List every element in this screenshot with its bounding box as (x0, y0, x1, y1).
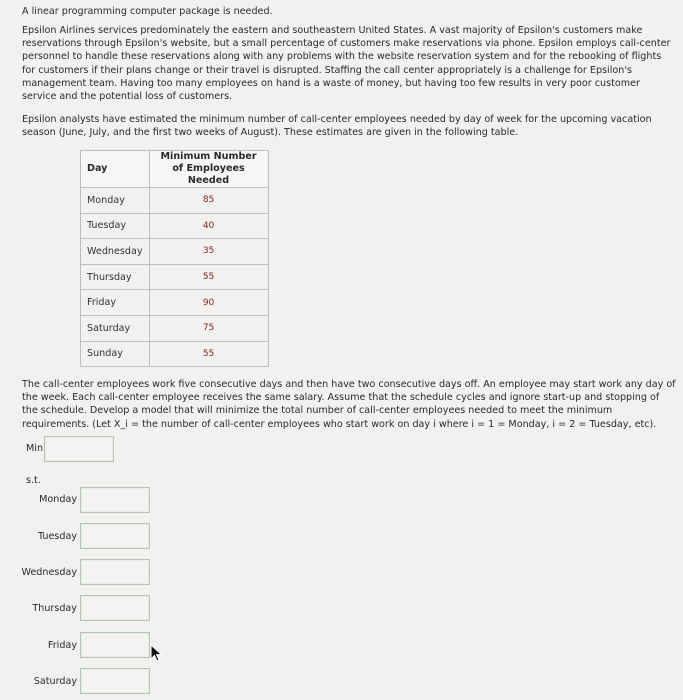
day-cell: Friday (81, 290, 150, 316)
st-label: s.t. (26, 475, 41, 486)
table-row (81, 188, 269, 214)
day-cell: Monday (81, 188, 150, 214)
day-cell: Tuesday (81, 213, 150, 239)
day-cell: Sunday (81, 341, 150, 367)
day-cell: Saturday (81, 315, 150, 341)
table-row (81, 264, 269, 290)
model-instructions: The call-center employees work five consecutive days and then have two consecutive days off. An employee may start work any day of the week. Each call-center employee receives the same salary. Assume that the schedule cycles and ignore start-up and stopping of the schedule. Develop a model that will minimize the total number of call-center employees needed to meet the minimum requirements. (Let X_i = the number of call-center employees who start work on day i where i = 1 = Monday, i = 2 = Tuesday, etc). (22, 379, 676, 430)
table-header-row (81, 151, 269, 188)
table-row (81, 213, 269, 239)
min-label: Min (26, 443, 44, 454)
problem-description: Epsilon Airlines services predominately the eastern and southeastern United States. A vast majority of Epsilon's customers make reservations through Epsilon's website, but a small percentage of customers make reservations via phone. Epsilon employs call-center personnel to handle these reservations along with any problems with the website reservation system and for the rebooking of flights for customers if their plans change or their travel is disrupted. Staffing the call center appropriately is a challenge for Epsilon's management team. Having too many employees on hand is a waste of money, but having too few results in very poor customer service and the potential loss of customers. (22, 25, 671, 103)
min-employees-cell: 85 (149, 188, 268, 214)
table-row (81, 290, 269, 316)
constraint-label-saturday: Saturday (33, 676, 77, 687)
min-employees-cell: 90 (149, 290, 268, 316)
intro-text: A linear programming computer package is needed. (22, 6, 273, 17)
table-row (81, 341, 269, 367)
constraint-label-tuesday: Tuesday (37, 531, 77, 542)
min-employees-cell: 40 (149, 213, 268, 239)
min-employees-cell: 55 (149, 264, 268, 290)
staffing-table (80, 150, 269, 367)
constraint-label-friday: Friday (47, 640, 77, 651)
constraint-input-thursday[interactable] (80, 595, 150, 621)
col-header-day: Day (81, 151, 150, 188)
day-cell: Thursday (81, 264, 150, 290)
constraint-input-friday[interactable] (80, 632, 150, 658)
min-employees-cell: 55 (149, 341, 268, 367)
constraint-input-monday[interactable] (80, 487, 150, 513)
min-employees-cell: 35 (149, 239, 268, 265)
constraint-label-monday: Monday (39, 494, 77, 505)
constraint-label-wednesday: Wednesday (21, 567, 77, 578)
constraint-label-thursday: Thursday (32, 603, 77, 614)
objective-input[interactable] (44, 436, 114, 462)
constraint-input-saturday[interactable] (80, 668, 150, 694)
table-row (81, 239, 269, 265)
mouse-cursor-icon (150, 644, 164, 662)
col-header-min-employees: Minimum Number of Employees Needed (149, 151, 268, 188)
min-employees-cell: 75 (149, 315, 268, 341)
constraint-input-tuesday[interactable] (80, 523, 150, 549)
day-cell: Wednesday (81, 239, 150, 265)
table-intro: Epsilon analysts have estimated the minimum number of call-center employees needed by day of week for the upcoming vacation season (June, July, and the first two weeks of August). These estimates are given in the following table. (22, 114, 652, 139)
constraint-input-wednesday[interactable] (80, 559, 150, 585)
table-row (81, 315, 269, 341)
